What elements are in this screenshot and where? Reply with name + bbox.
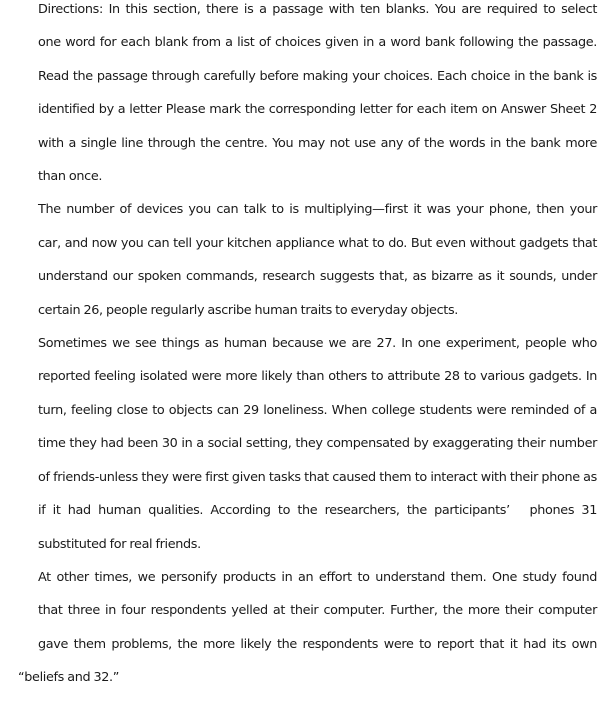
passage-paragraph-2 — [12, 327, 597, 561]
passage-paragraph-1 — [12, 193, 597, 327]
text-line: car, and now you can tell your kitchen appliance what to do. But even without gadgets that — [38, 235, 597, 251]
text-line: At other times, we personify products in an effort to understand them. One study found — [38, 569, 597, 585]
text-line: time they had been 30 in a social setting, they compensated by exaggerating their number — [38, 436, 597, 452]
text-line: understand our spoken commands, research suggests that, as bizarre as it sounds, under — [38, 269, 597, 285]
text-line: substituted for real friends. — [38, 536, 201, 552]
text-line: The number of devices you can talk to is multiplying—first it was your phone, then your — [38, 202, 597, 218]
text-line: Sometimes we see things as human because we are 27. In one experiment, people who — [38, 336, 597, 352]
text-line: that three in four respondents yelled at their computer. Further, the more their computer — [38, 603, 597, 619]
text-line: identified by a letter Please mark the corresponding letter for each item on Answer Sheet 2 — [38, 102, 597, 118]
text-line: of friends-unless they were first given tasks that caused them to interact with their phone as — [38, 469, 597, 485]
text-line: with a single line through the centre. You may not use any of the words in the bank more — [38, 135, 597, 151]
text-line: Read the passage through carefully before making your choices. Each choice in the bank is — [38, 68, 597, 84]
text-line: if it had human qualities. According to the researchers, the participants’ phones 31 — [38, 503, 597, 519]
text-line: one word for each blank from a list of choices given in a word bank following the passage. — [38, 35, 597, 51]
text-line: “beliefs and 32.” — [18, 670, 120, 686]
text-line: than once. — [38, 169, 103, 185]
text-line: turn, feeling close to objects can 29 loneliness. When college students were reminded of a — [38, 402, 597, 418]
text-line: Directions: In this section, there is a passage with ten blanks. You are required to select — [38, 2, 597, 17]
text-line: gave them problems, the more likely the respondents were to report that it had its own — [38, 636, 597, 652]
text-line: reported feeling isolated were more likely than others to attribute 28 to various gadgets. In — [38, 369, 597, 385]
directions-paragraph — [12, 0, 597, 193]
text-line: certain 26, people regularly ascribe human traits to everyday objects. — [38, 302, 458, 318]
passage-paragraph-3 — [12, 561, 597, 695]
